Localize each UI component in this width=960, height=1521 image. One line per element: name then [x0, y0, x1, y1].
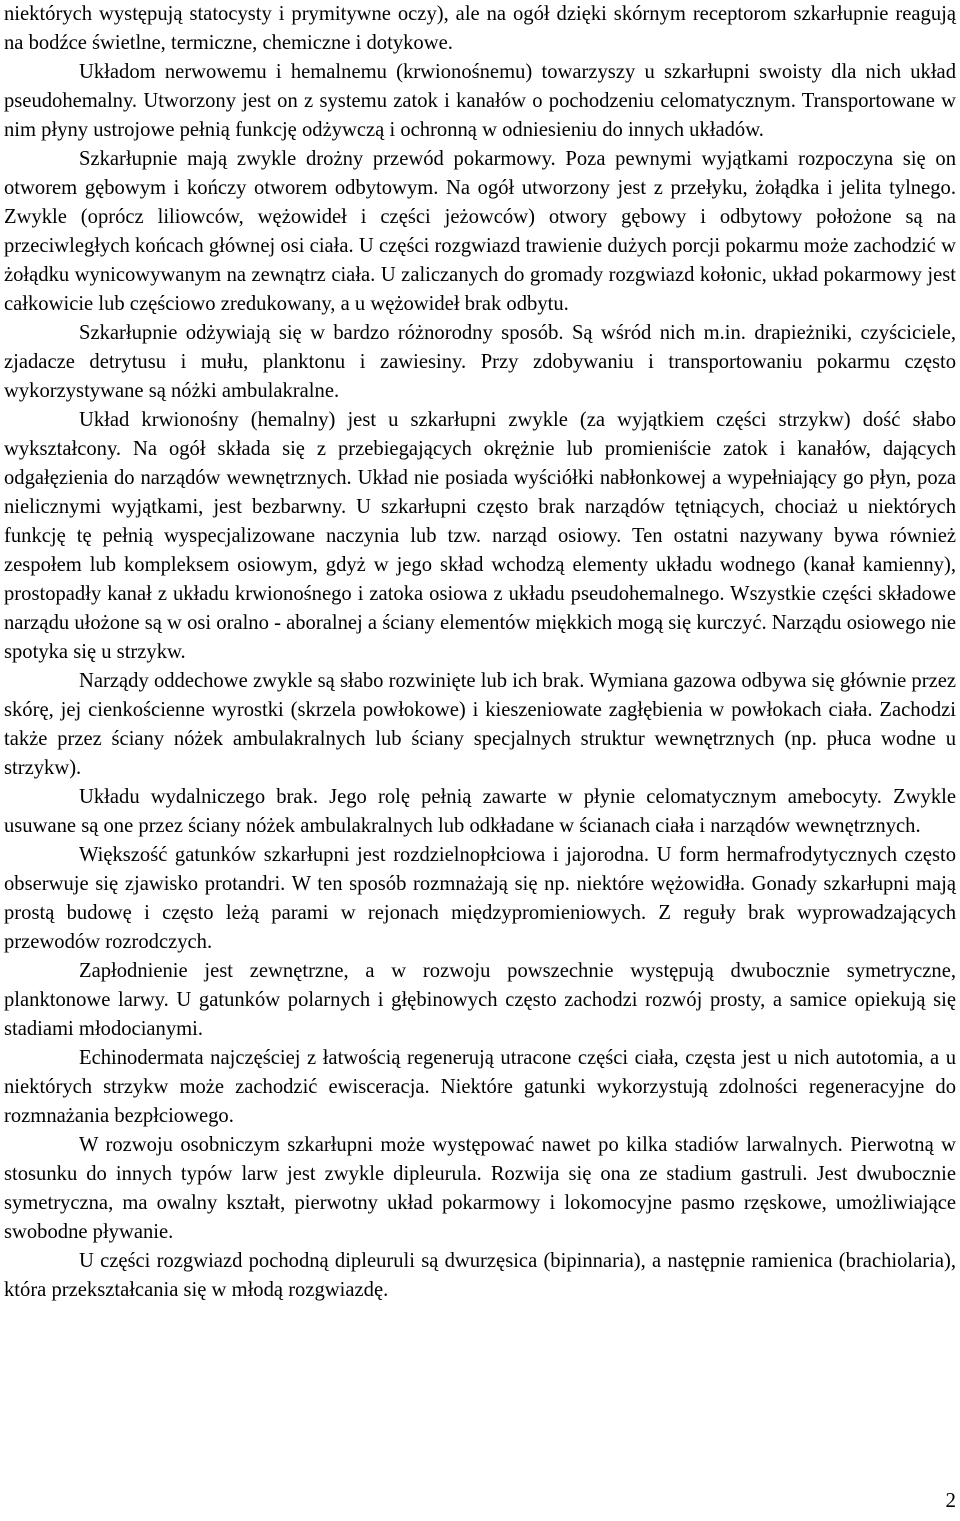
paragraph-circulatory-system: Układ krwionośny (hemalny) jest u szkarłupni zwykle (za wyjątkiem części strzykw) dość słabo wykształcony. Na ogół składa się z przebiegających okrężnie lub promieniście zatok i kanałów, dających odgałęzienia do narządów wewnętrznych. Układ nie posiada wyściółki nabłonkowej a wypełniający go płyn, poza nielicznymi wyjątkami, jest bezbarwny. U szkarłupni często brak narządów tętniących, chociaż u niektórych funkcję tę pełnią wyspecjalizowane naczynia lub tzw. narząd osiowy. Ten ostatni nazywany bywa również zespołem lub kompleksem osiowym, gdyż w jego skład wchodzą elementy układu wodnego (kanał kamienny), prostopadły kanał z układu krwionośnego i zatoka osiowa z układu pseudohemalnego. Wszystkie części składowe narządu ułożone są w osi oralno - aboralnej a ściany elementów miękkich mogą się kurczyć. Narządu osiowego nie spotyka się u strzykw.: [4, 409, 956, 663]
document-page: [4, 0, 956, 1305]
page-number: 2: [945, 1488, 956, 1512]
paragraph-larval-development: W rozwoju osobniczym szkarłupni może występować nawet po kilka stadiów larwalnych. Pierwotną w stosunku do innych typów larw jest zwykle dipleurula. Rozwija się ona ze stadium gastruli. Jest dwubocznie symetryczna, ma owalny kształt, pierwotny układ pokarmowy i lokomocyjne pasmo rzęskowe, umożliwiające swobodne pływanie.: [4, 1134, 956, 1243]
paragraph-pseudohemal-system: Układom nerwowemu i hemalnemu (krwionośnemu) towarzyszy u szkarłupni swoisty dla nich układ pseudohemalny. Utworzony jest on z systemu zatok i kanałów o pochodzeniu celomatycznym. Transportowane w nim płyny ustrojowe pełnią funkcję odżywczą i ochronną w odniesieniu do innych układów.: [4, 61, 956, 141]
paragraph-excretory-system: Układu wydalniczego brak. Jego rolę pełnią zawarte w płynie celomatycznym amebocyty. Zwykle usuwane są one przez ściany nóżek ambulakralnych lub odkładane w ścianach ciała i narządów wewnętrznych.: [4, 786, 956, 837]
paragraph-respiratory-organs: Narządy oddechowe zwykle są słabo rozwinięte lub ich brak. Wymiana gazowa odbywa się głównie przez skórę, jej cienkościenne wyrostki (skrzela powłokowe) i kieszeniowate zagłębienia w powłokach ciała. Zachodzi także przez ściany nóżek ambulakralnych lub ściany specjalnych struktur wewnętrznych (np. płuca wodne u strzykw).: [4, 670, 956, 779]
paragraph-reproduction: Większość gatunków szkarłupni jest rozdzielnopłciowa i jajorodna. U form hermafrodytycznych często obserwuje się zjawisko protandri. W ten sposób rozmnażają się np. niektóre wężowidła. Gonady szkarłupni mają prostą budowę i często leżą parami w rejonach międzypromieniowych. Z reguły brak wyprowadzających przewodów rozrodczych.: [4, 844, 956, 953]
paragraph-regeneration: Echinodermata najczęściej z łatwością regenerują utracone części ciała, częsta jest u nich autotomia, a u niektórych strzykw może zachodzić ewisceracja. Niektóre gatunki wykorzystują zdolności regeneracyjne do rozmnażania bezpłciowego.: [4, 1047, 956, 1127]
paragraph-starfish-larvae: U części rozgwiazd pochodną dipleuruli są dwurzęsica (bipinnaria), a następnie ramienica (brachiolaria), która przekształcania się w młodą rozgwiazdę.: [4, 1250, 956, 1301]
paragraph-digestive-tract: Szkarłupnie mają zwykle drożny przewód pokarmowy. Poza pewnymi wyjątkami rozpoczyna się on otworem gębowym i kończy otworem odbytowym. Na ogół utworzony jest z przełyku, żołądka i jelita tylnego. Zwykle (oprócz liliowców, wężowideł i części jeżowców) otwory gębowy i odbytowy położone są na przeciwległych końcach głównej osi ciała. U części rozgwiazd trawienie dużych porcji pokarmu może zachodzić w żołądku wynicowywanym na zewnątrz ciała. U zaliczanych do gromady rozgwiazd kołonic, układ pokarmowy jest całkowicie lub częściowo zredukowany, a u wężowideł brak odbytu.: [4, 148, 956, 315]
paragraph-fertilization: Zapłodnienie jest zewnętrzne, a w rozwoju powszechnie występują dwubocznie symetryczne, planktonowe larwy. U gatunków polarnych i głębinowych często zachodzi rozwój prosty, a samice opiekują się stadiami młodocianymi.: [4, 960, 956, 1040]
paragraph-continuation: niektórych występują statocysty i prymitywne oczy), ale na ogół dzięki skórnym receptorom szkarłupnie reagują na bodźce świetlne, termiczne, chemiczne i dotykowe.: [4, 3, 956, 54]
paragraph-feeding: Szkarłupnie odżywiają się w bardzo różnorodny sposób. Są wśród nich m.in. drapieżniki, czyściciele, zjadacze detrytusu i mułu, planktonu i zawiesiny. Przy zdobywaniu i transportowaniu pokarmu często wykorzystywane są nóżki ambulakralne.: [4, 322, 956, 402]
